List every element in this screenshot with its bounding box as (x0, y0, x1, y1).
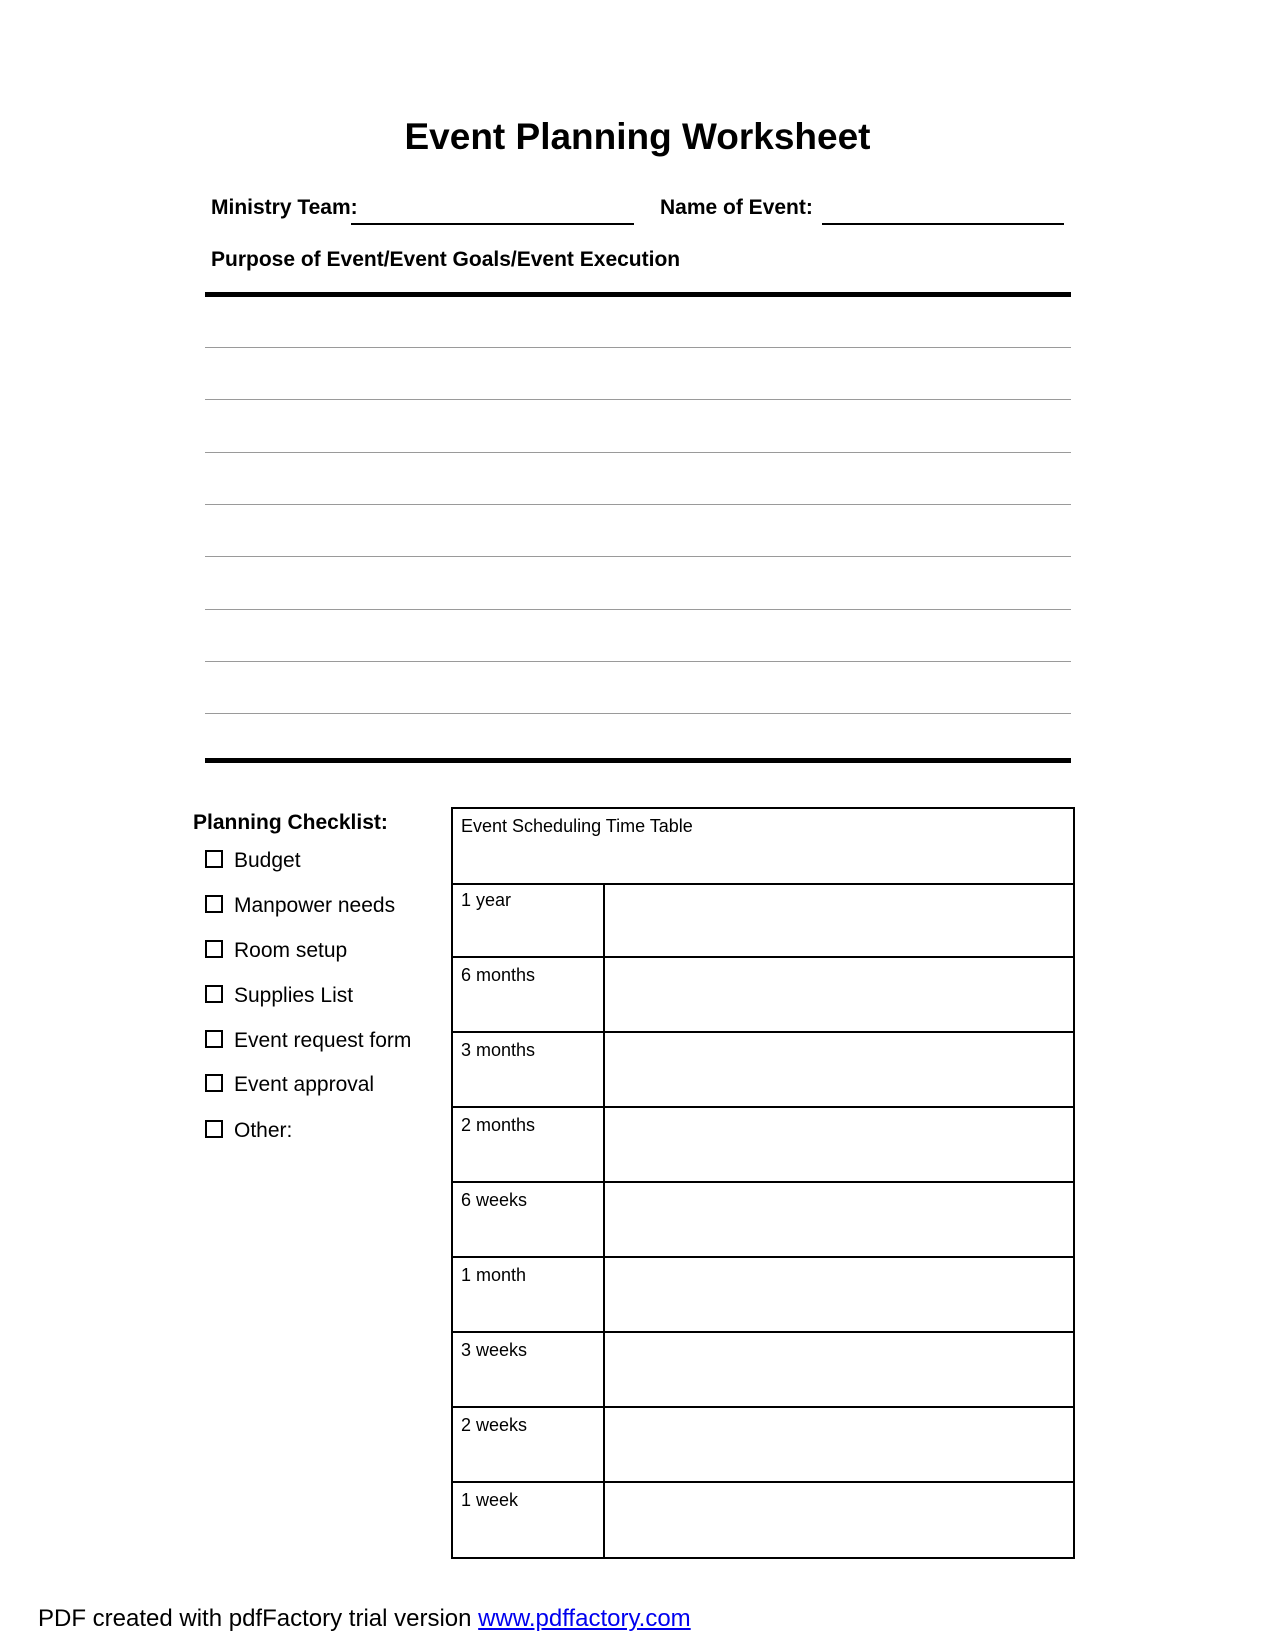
purpose-writing-line[interactable] (205, 347, 1071, 348)
pdf-footer (38, 1605, 691, 1633)
timetable-row-label: 6 months (461, 965, 536, 985)
timetable-label-cell (453, 1258, 605, 1331)
timetable-header (453, 809, 1073, 885)
checkbox[interactable] (205, 985, 223, 1003)
timetable-entry-cell[interactable] (605, 883, 1073, 956)
checklist-item-label: Event request form (234, 1029, 412, 1052)
timetable-row (453, 1483, 1073, 1558)
checkbox[interactable] (205, 850, 223, 868)
purpose-writing-line[interactable] (205, 609, 1071, 610)
timetable-entry-cell[interactable] (605, 958, 1073, 1031)
timetable-row (453, 1033, 1073, 1108)
checklist-title: Planning Checklist: (193, 811, 388, 834)
timetable-entry-cell[interactable] (605, 1258, 1073, 1331)
purpose-writing-line[interactable] (205, 661, 1071, 662)
checkbox[interactable] (205, 1030, 223, 1048)
timetable-label-cell (453, 1108, 605, 1181)
timetable-label-cell (453, 1033, 605, 1106)
ministry-team-label: Ministry Team: (211, 196, 358, 219)
timetable-row (453, 1108, 1073, 1183)
checklist-item-budget[interactable] (205, 847, 301, 875)
timetable-label-cell (453, 1483, 605, 1558)
purpose-writing-line[interactable] (205, 452, 1071, 453)
event-name-field[interactable] (822, 223, 1064, 225)
timetable-entry-cell[interactable] (605, 1483, 1073, 1558)
timetable-entry-cell[interactable] (605, 1333, 1073, 1406)
timetable-entry-cell[interactable] (605, 1108, 1073, 1181)
checklist-item-manpower[interactable] (205, 892, 395, 920)
timetable-row-label: 1 week (461, 1490, 519, 1510)
footer-link[interactable]: www.pdffactory.com (478, 1605, 691, 1632)
timetable-label-cell (453, 1183, 605, 1256)
timetable-row (453, 1408, 1073, 1483)
checklist-item-label: Other: (234, 1119, 293, 1142)
checklist-item-label: Room setup (234, 939, 348, 962)
timetable-row (453, 958, 1073, 1033)
timetable-entry-cell[interactable] (605, 1033, 1073, 1106)
timetable-label-cell (453, 1333, 605, 1406)
checklist-item-room-setup[interactable] (205, 937, 347, 965)
checklist-item-label: Budget (234, 849, 301, 872)
purpose-writing-line[interactable] (205, 504, 1071, 505)
checklist-item-supplies[interactable] (205, 982, 353, 1010)
footer-text: PDF created with pdfFactory trial version (38, 1605, 479, 1632)
timetable-title: Event Scheduling Time Table (461, 816, 693, 836)
event-name-label: Name of Event: (660, 196, 813, 219)
purpose-writing-line[interactable] (205, 556, 1071, 557)
checkbox[interactable] (205, 1120, 223, 1138)
checklist-item-request-form[interactable] (205, 1027, 411, 1055)
scheduling-timetable (451, 807, 1075, 1559)
timetable-entry-cell[interactable] (605, 1408, 1073, 1481)
purpose-bottom-rule (205, 758, 1071, 763)
checkbox[interactable] (205, 895, 223, 913)
checkbox[interactable] (205, 940, 223, 958)
checklist-item-approval[interactable] (205, 1071, 374, 1099)
timetable-entry-cell[interactable] (605, 1183, 1073, 1256)
checklist-item-label: Event approval (234, 1073, 375, 1096)
timetable-label-cell (453, 958, 605, 1031)
checklist-item-other[interactable] (205, 1117, 292, 1145)
timetable-row (453, 1333, 1073, 1408)
page-title: Event Planning Worksheet (404, 116, 871, 157)
timetable-row (453, 1183, 1073, 1258)
ministry-team-field[interactable] (351, 223, 634, 225)
purpose-writing-line[interactable] (205, 399, 1071, 400)
timetable-row-label: 2 weeks (461, 1415, 528, 1435)
checklist-item-label: Supplies List (234, 984, 354, 1007)
checklist-item-label: Manpower needs (234, 894, 396, 917)
timetable-row-label: 3 weeks (461, 1340, 528, 1360)
checkbox[interactable] (205, 1074, 223, 1092)
timetable-row-label: 6 weeks (461, 1190, 528, 1210)
timetable-label-cell (453, 883, 605, 956)
timetable-row-label: 2 months (461, 1115, 536, 1135)
timetable-row-label: 3 months (461, 1040, 536, 1060)
purpose-top-rule (205, 292, 1071, 297)
timetable-row (453, 1258, 1073, 1333)
timetable-row (453, 883, 1073, 958)
timetable-row-label: 1 month (461, 1265, 527, 1285)
purpose-label: Purpose of Event/Event Goals/Event Execution (211, 248, 681, 271)
timetable-row-label: 1 year (461, 890, 512, 910)
timetable-label-cell (453, 1408, 605, 1481)
purpose-writing-line[interactable] (205, 713, 1071, 714)
